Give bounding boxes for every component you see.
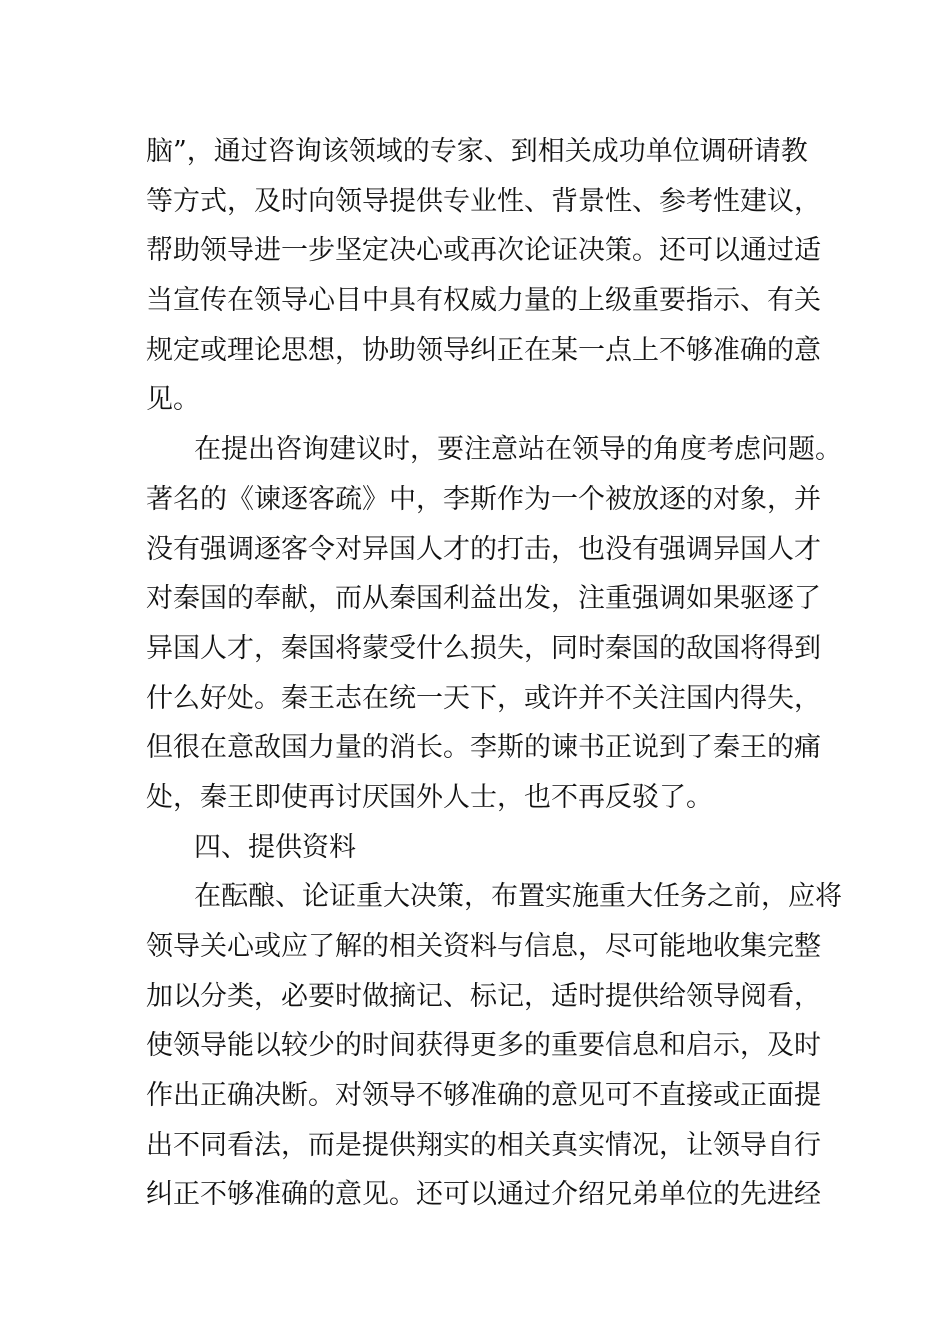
text-line: 在酝酿、论证重大决策，布置实施重大任务之前，应将 <box>194 881 842 913</box>
text-line: 等方式，及时向领导提供专业性、背景性、参考性建议， <box>146 185 821 217</box>
text-line: 帮助领导进一步坚定决心或再次论证决策。还可以通过适 <box>146 235 821 267</box>
text-line: 什么好处。秦王志在统一天下，或许并不关注国内得失， <box>146 682 821 714</box>
text-line: 纠正不够准确的意见。还可以通过介绍兄弟单位的先进经 <box>146 1179 821 1211</box>
text-line: 但很在意敌国力量的消长。李斯的谏书正说到了秦王的痛 <box>146 732 821 764</box>
section-heading: 四、提供资料 <box>194 831 356 863</box>
text-line: 异国人才，秦国将蒙受什么损失，同时秦国的敌国将得到 <box>146 632 821 664</box>
text-line: 使领导能以较少的时间获得更多的重要信息和启示，及时 <box>146 1030 821 1062</box>
text-line: 见。 <box>146 384 200 416</box>
text-line: 出不同看法，而是提供翔实的相关真实情况，让领导自行 <box>146 1129 821 1161</box>
text-line: 当宣传在领导心目中具有权威力量的上级重要指示、有关 <box>146 285 821 317</box>
text-line: 对秦国的奉献，而从秦国利益出发，注重强调如果驱逐了 <box>146 583 821 615</box>
text-line: 作出正确决断。对领导不够准确的意见可不直接或正面提 <box>146 1080 821 1112</box>
text-line: 没有强调逐客令对异国人才的打击，也没有强调异国人才 <box>146 533 821 565</box>
text-line: 规定或理论思想，协助领导纠正在某一点上不够准确的意 <box>146 334 821 366</box>
text-line: 领导关心或应了解的相关资料与信息，尽可能地收集完整 <box>146 931 821 962</box>
text-line: 著名的《谏逐客疏》中，李斯作为一个被放逐的对象，并 <box>146 483 821 515</box>
text-line: 加以分类，必要时做摘记、标记，适时提供给领导阅看， <box>146 980 821 1012</box>
body-text <box>146 127 842 1220</box>
text-line: 在提出咨询建议时，要注意站在领导的角度考虑问题。 <box>194 434 842 466</box>
text-line: 处，秦王即使再讨厌国外人士，也不再反驳了。 <box>146 781 713 813</box>
text-line: 脑”，通过咨询该领域的专家、到相关成功单位调研请教 <box>146 136 808 167</box>
